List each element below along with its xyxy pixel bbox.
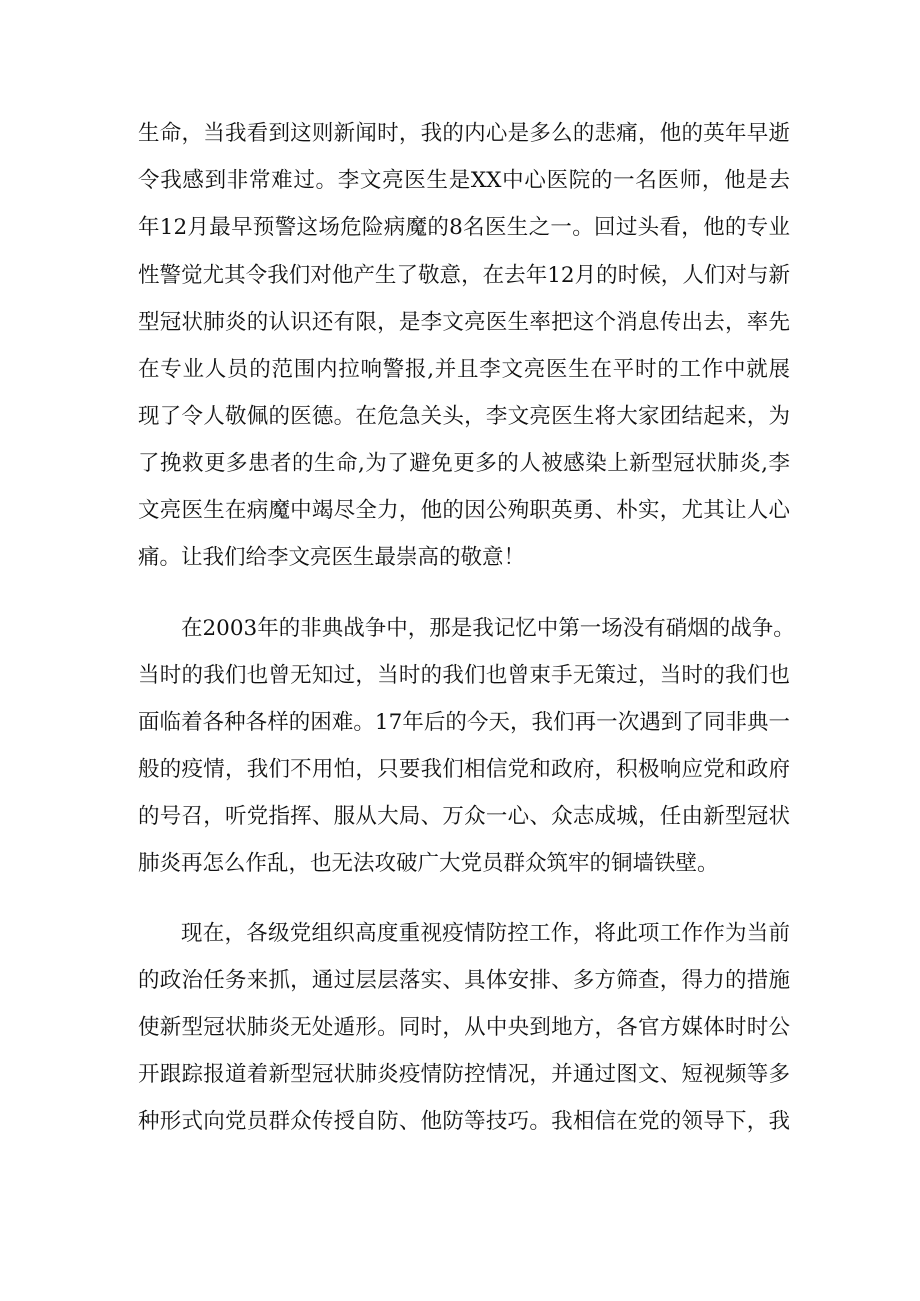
text-line: 生命，当我看到这则新闻时，我的内心是多么的悲痛，他的英年早逝 [138, 121, 790, 146]
text-line: 当时的我们也曾无知过，当时的我们也曾束手无策过，当时的我们也 [138, 663, 790, 688]
text-line: 肺炎再怎么作乱，也无法攻破广大党员群众筑牢的铜墙铁壁。 [138, 851, 719, 876]
text-line: 现了令人敬佩的医德。在危急关头，李文亮医生将大家团结起来，为 [138, 404, 790, 429]
text-line: 使新型冠状肺炎无处遁形。同时，从中央到地方，各官方媒体时时公 [138, 1015, 790, 1040]
text-line: 年12月最早预警这场危险病魔的8名医生之一。回过头看，他的专业 [138, 215, 790, 240]
text-line: 现在，各级党组织高度重视疫情防控工作，将此项工作作为当前 [181, 921, 790, 946]
text-line: 般的疫情，我们不用怕，只要我们相信党和政府，积极响应党和政府 [138, 757, 790, 782]
text-line: 的政治任务来抓，通过层层落实、具体安排、多方筛查，得力的措施 [138, 968, 790, 993]
text-line: 令我感到非常难过。李文亮医生是XX中心医院的一名医师，他是去 [138, 168, 790, 193]
text-line: 了挽救更多患者的生命,为了避免更多的人被感染上新型冠状肺炎,李 [138, 451, 790, 476]
text-line: 面临着各种各样的困难。17年后的今天，我们再一次遇到了同非典一 [138, 710, 790, 735]
text-line: 在专业人员的范围内拉响警报,并且李文亮医生在平时的工作中就展 [138, 357, 790, 382]
text-line: 文亮医生在病魔中竭尽全力，他的因公殉职英勇、朴实，尤其让人心 [138, 498, 790, 523]
text-line: 种形式向党员群众传授自防、他防等技巧。我相信在党的领导下，我 [138, 1109, 790, 1134]
text-line: 型冠状肺炎的认识还有限，是李文亮医生率把这个消息传出去，率先 [138, 310, 790, 335]
text-line: 性警觉尤其令我们对他产生了敬意，在去年12月的时候，人们对与新 [138, 263, 790, 288]
text-line: 开跟踪报道着新型冠状肺炎疫情防控情况，并通过图文、短视频等多 [138, 1062, 790, 1087]
text-line: 的号召，听党指挥、服从大局、万众一心、众志成城，任由新型冠状 [138, 804, 790, 829]
text-line: 在2003年的非典战争中，那是我记忆中第一场没有硝烟的战争。 [181, 616, 795, 641]
text-line: 痛。让我们给李文亮医生最崇高的敬意！ [138, 545, 526, 570]
